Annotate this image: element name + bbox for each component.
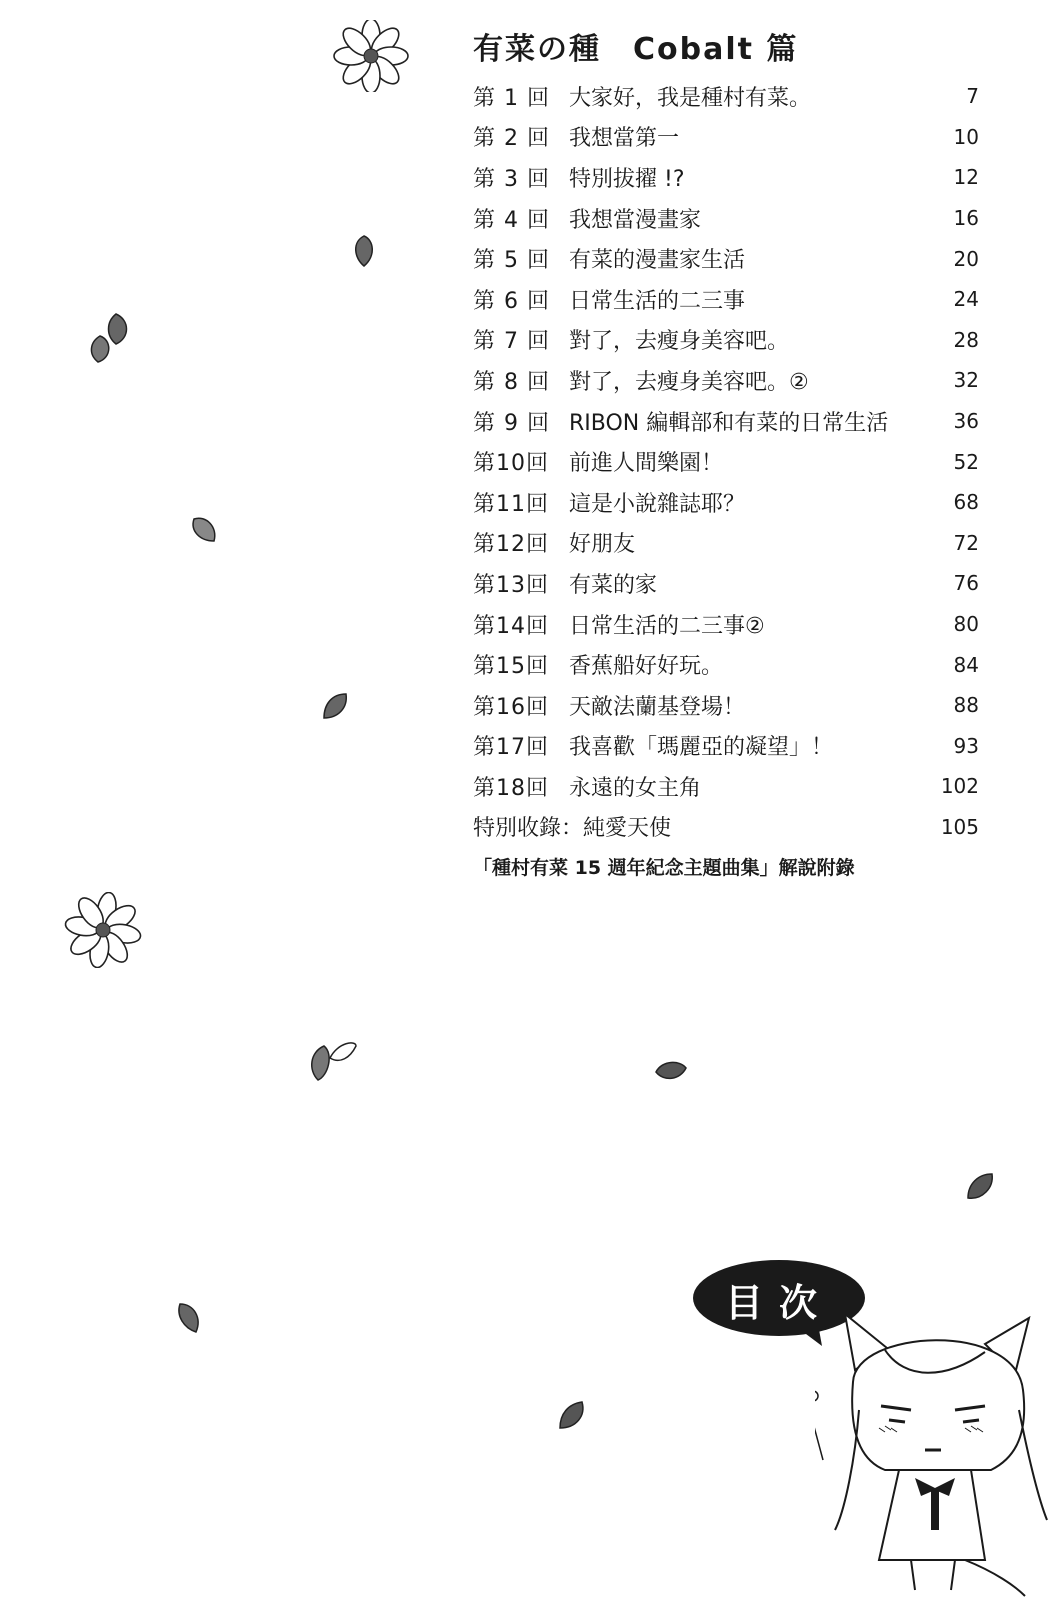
- page-title: 有菜の種 Cobalt 篇: [473, 32, 799, 67]
- toc-row: [473, 238, 979, 279]
- page-number: 102: [940, 774, 979, 799]
- petal-icon: [318, 690, 350, 722]
- special-title: 特別收錄：純愛天使: [473, 816, 672, 842]
- page-number: 12: [953, 165, 979, 190]
- toc-row: [473, 76, 979, 117]
- episode-title: RIBON 編輯部和有菜的日常生活: [569, 410, 889, 436]
- episode-title: 對了，去瘦身美容吧。: [569, 329, 790, 355]
- toc-row: [473, 766, 979, 807]
- toc-row: [473, 360, 979, 401]
- petal-icon: [174, 1300, 204, 1334]
- page-number: 72: [953, 530, 979, 555]
- toc-row: [473, 523, 979, 564]
- episode-number: 第 6 回: [473, 288, 550, 314]
- toc-row: [473, 685, 979, 726]
- episode-title: 永遠的女主角: [569, 775, 702, 801]
- page-number: 10: [953, 124, 979, 149]
- toc-row: [473, 563, 979, 604]
- episode-title: 大家好，我是種村有菜。: [569, 85, 812, 111]
- toc-row: [473, 157, 979, 198]
- episode-number: 第 5 回: [473, 248, 550, 274]
- page-number: 68: [953, 490, 979, 515]
- episode-title: 特別拔擢 !?: [569, 166, 685, 192]
- page-number: 76: [953, 571, 979, 596]
- page-number: 93: [953, 733, 979, 758]
- page-number: 105: [940, 814, 979, 839]
- bubble-text: 目次: [724, 1281, 833, 1325]
- page-number: 52: [953, 449, 979, 474]
- episode-number: 第12回: [473, 532, 549, 558]
- episode-number: 第 3 回: [473, 166, 550, 192]
- episode-title: 前進人間樂園！: [569, 451, 724, 477]
- episode-title: 我想當第一: [569, 126, 680, 152]
- episode-number: 第10回: [473, 451, 549, 477]
- toc-row: [473, 279, 979, 320]
- page-number: 16: [953, 206, 979, 231]
- episode-number: 第 2 回: [473, 126, 550, 152]
- flower-icon: [326, 20, 416, 92]
- episode-title: 我想當漫畫家: [569, 207, 702, 233]
- episode-number: 第11回: [473, 491, 549, 517]
- petal-icon: [962, 1170, 996, 1202]
- episode-number: 第15回: [473, 654, 549, 680]
- episode-title: 好朋友: [569, 532, 636, 558]
- episode-number: 第 4 回: [473, 207, 550, 233]
- episode-title: 對了，去瘦身美容吧。②: [569, 369, 809, 395]
- toc-row: [473, 401, 979, 442]
- flower-icon: [58, 892, 148, 968]
- episode-title: 有菜的漫畫家生活: [569, 248, 746, 274]
- petal-icon: [302, 1036, 358, 1082]
- episode-number: 第14回: [473, 613, 549, 639]
- petal-icon: [86, 310, 134, 366]
- episode-title: 這是小說雜誌耶？: [569, 491, 746, 517]
- toc-row: [473, 726, 979, 767]
- episode-title: 香蕉船好好玩。: [569, 654, 724, 680]
- page-number: 32: [953, 368, 979, 393]
- episode-title: 有菜的家: [569, 572, 658, 598]
- petal-icon: [554, 1398, 588, 1432]
- page-number: 36: [953, 409, 979, 434]
- toc-row: [473, 604, 979, 645]
- toc-row: [473, 320, 979, 361]
- toc-row: [473, 198, 979, 239]
- page-number: 80: [953, 612, 979, 637]
- episode-title: 日常生活的二三事: [569, 288, 746, 314]
- page-number: 24: [953, 287, 979, 312]
- episode-number: 第 8 回: [473, 369, 550, 395]
- episode-number: 第18回: [473, 775, 549, 801]
- episode-number: 第 9 回: [473, 410, 550, 436]
- episode-number: 第13回: [473, 572, 549, 598]
- appendix-note: 「種村有菜 15 週年紀念主題曲集」解說附錄: [473, 857, 855, 879]
- episode-number: 第 1 回: [473, 85, 550, 111]
- toc-list: [473, 76, 979, 847]
- episode-number: 第 7 回: [473, 329, 550, 355]
- episode-title: 我喜歡「瑪麗亞的凝望」！: [569, 735, 834, 761]
- episode-title: 天敵法蘭基登場！: [569, 694, 746, 720]
- page-number: 88: [953, 693, 979, 718]
- toc-row: [473, 117, 979, 158]
- chibi-cat-girl-illustration: [815, 1310, 1055, 1600]
- page-number: 28: [953, 327, 979, 352]
- page-number: 84: [953, 652, 979, 677]
- petal-icon: [654, 1058, 688, 1084]
- toc-row: [473, 644, 979, 685]
- petal-icon: [350, 234, 378, 268]
- toc-row-special: [473, 807, 979, 848]
- page-number: 7: [966, 84, 979, 109]
- episode-number: 第17回: [473, 735, 549, 761]
- episode-title: 日常生活的二三事②: [569, 613, 765, 639]
- page-number: 20: [953, 246, 979, 271]
- petal-icon: [188, 513, 220, 545]
- episode-number: 第16回: [473, 694, 549, 720]
- toc-row: [473, 441, 979, 482]
- toc-row: [473, 482, 979, 523]
